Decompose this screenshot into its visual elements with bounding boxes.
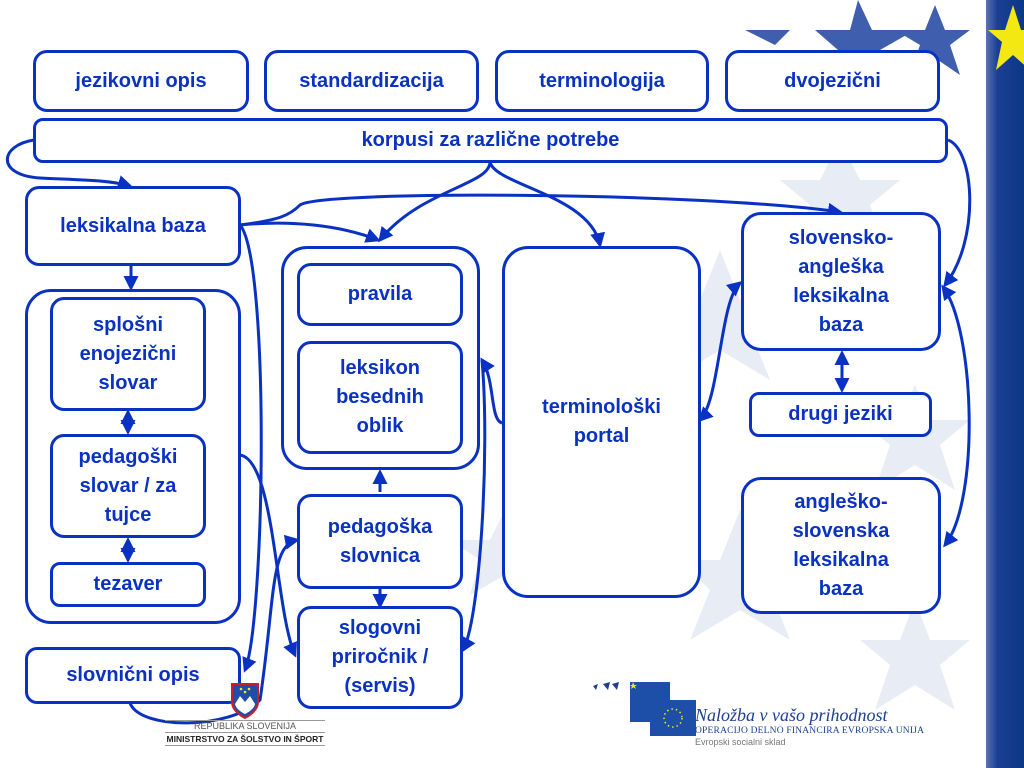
node-label-line: portal — [573, 425, 630, 447]
node-terminoloski-portal — [502, 246, 701, 598]
node-label: pravila — [347, 283, 413, 305]
node-drugi-jeziki — [749, 392, 932, 437]
node-label: korpusi za različne potrebe — [361, 129, 620, 151]
node-pedagoska-slovnica — [297, 494, 463, 589]
node-pravila — [297, 263, 463, 326]
node-label: drugi jeziki — [788, 403, 893, 425]
slovenia-coat-of-arms-icon — [230, 682, 260, 720]
node-label: slovnični opis — [66, 664, 200, 686]
node-label-line: terminološki — [542, 396, 661, 418]
node-label: dvojezični — [784, 69, 881, 92]
node-korpusi — [33, 118, 948, 163]
node-slovnicni-opis — [25, 647, 241, 704]
node-label-line: oblik — [356, 415, 404, 437]
node-jezikovni-opis — [33, 50, 249, 112]
node-label: jezikovni opis — [75, 69, 207, 92]
node-label-line: angleška — [798, 255, 884, 278]
node-label-line: slovnica — [339, 544, 421, 567]
node-slovensko-angleska-baza — [741, 212, 941, 351]
node-label-line: pedagoški — [78, 445, 178, 468]
node-label-line: besednih — [336, 386, 424, 408]
node-splosni-slovar — [50, 297, 206, 411]
node-label-line: slovenska — [792, 519, 890, 542]
node-label-line: leksikon — [339, 357, 421, 379]
node-label-line: slovar / za — [79, 474, 177, 497]
node-label-line: splošni — [92, 313, 163, 336]
node-label: terminologija — [539, 69, 665, 92]
eu-flag-band — [986, 0, 1024, 768]
node-label-line: slovar — [98, 371, 158, 394]
node-label-line: (servis) — [344, 675, 416, 697]
node-label: standardizacija — [299, 69, 444, 92]
node-label-line: baza — [818, 313, 864, 336]
eu-fund-label: Evropski socialni sklad — [695, 737, 786, 747]
node-label-line: baza — [818, 577, 864, 600]
eu-yellow-star-icon — [983, 0, 1024, 80]
node-slogovni-prirocnik — [297, 606, 463, 709]
eu-operation-label: OPERACIJO DELNO FINANCIRA EVROPSKA UNIJA — [695, 726, 925, 736]
node-label: tezaver — [93, 573, 163, 595]
node-leksikalna-baza — [25, 186, 241, 266]
node-tezaver — [50, 562, 206, 607]
node-pedagoski-slovar — [50, 434, 206, 538]
node-label-line: angleško- — [794, 490, 888, 513]
node-label-line: tujce — [104, 503, 152, 526]
eu-esf-logo-icon — [588, 678, 698, 738]
node-label-line: pedagoška — [327, 515, 433, 538]
node-standardizacija — [264, 50, 479, 112]
ministry-label: MINISTRSTVO ZA ŠOLSTVO IN ŠPORT — [166, 734, 324, 744]
node-label-line: priročnik / — [331, 646, 429, 668]
node-anglesko-slovenska-baza — [741, 477, 941, 614]
node-label-line: slogovni — [338, 617, 422, 639]
node-label-line: leksikalna — [793, 548, 889, 571]
node-terminologija — [495, 50, 709, 112]
node-leksikon-besednih-oblik — [297, 341, 463, 454]
eu-slogan: Naložba v vašo prihodnost — [695, 705, 888, 725]
node-label-line: enojezični — [79, 342, 177, 365]
node-label: leksikalna baza — [60, 214, 206, 237]
node-label-line: leksikalna — [793, 284, 889, 307]
republic-label: REPUBLIKA SLOVENIJA — [165, 720, 325, 733]
node-label-line: slovensko- — [788, 226, 894, 249]
node-dvojezicni — [725, 50, 940, 112]
